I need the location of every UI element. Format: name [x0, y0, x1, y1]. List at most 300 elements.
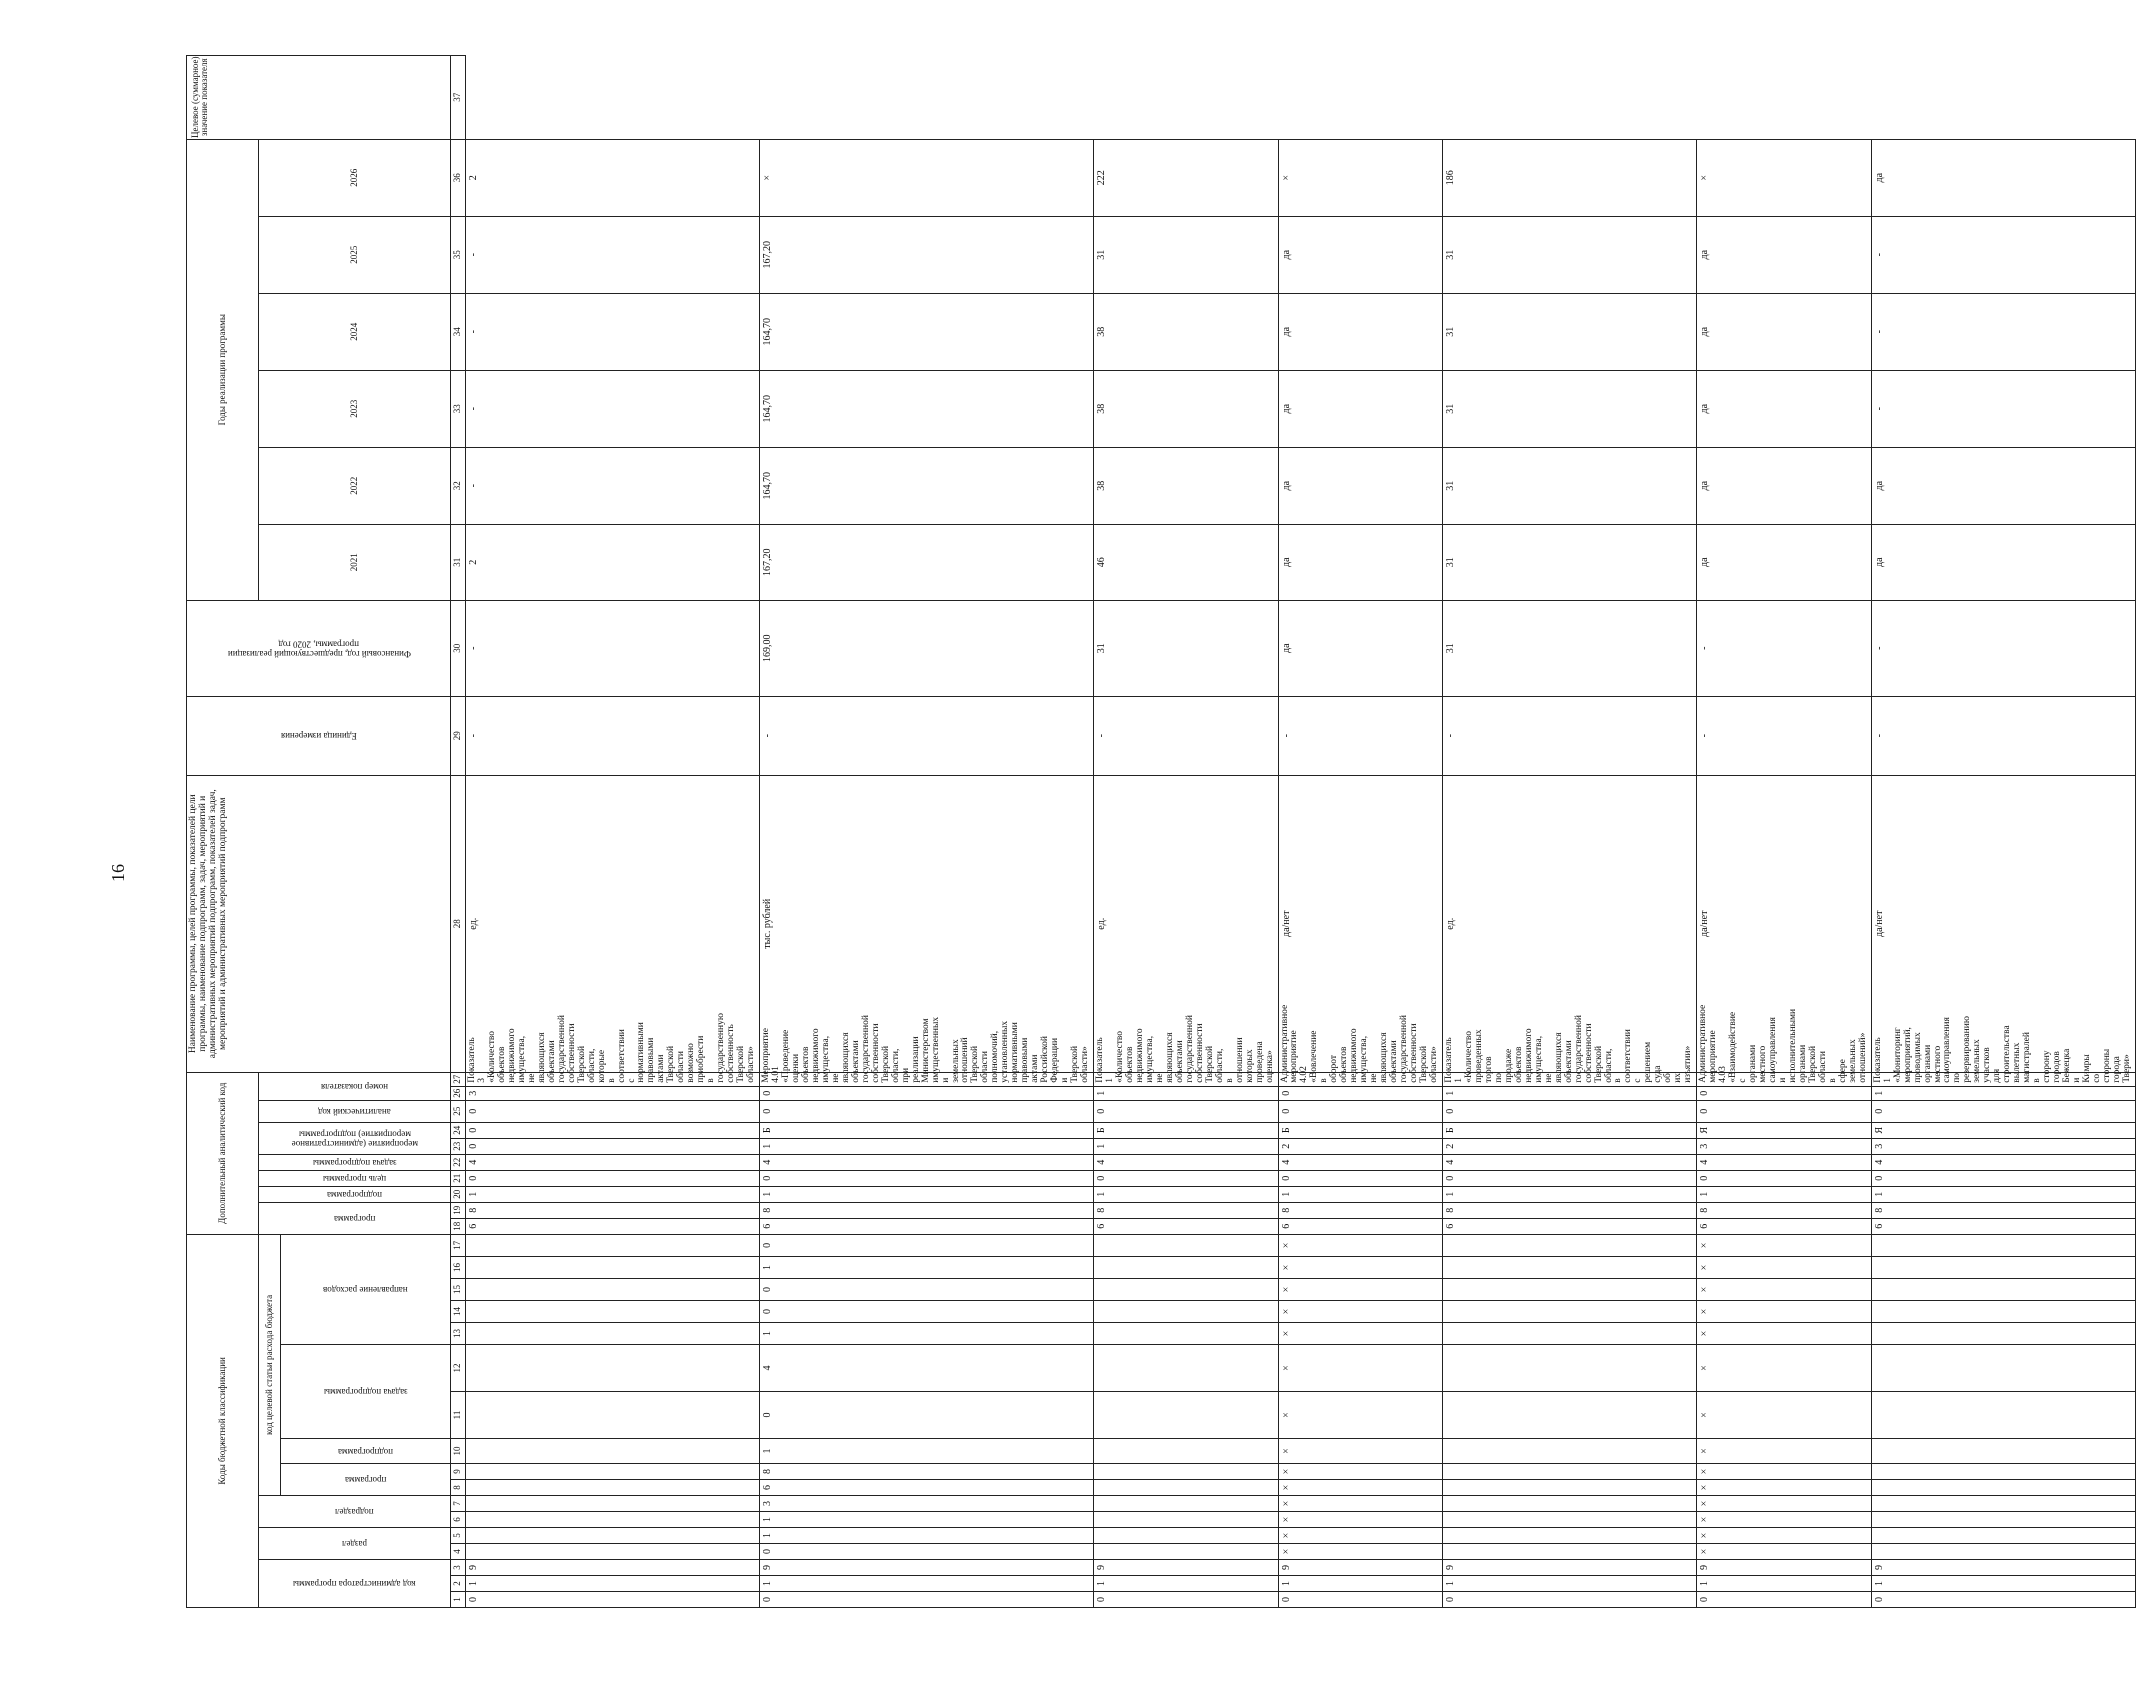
row-year-value: 167,20	[760, 524, 1094, 600]
code-cell: 6	[760, 1480, 1094, 1496]
code-cell: 0	[1871, 1592, 2135, 1608]
code-cell: 3	[1871, 1138, 2135, 1154]
code-cell: ×	[1697, 1323, 1871, 1345]
column-number: 37	[451, 55, 466, 139]
code-cell: ×	[1697, 1392, 1871, 1439]
header-kcs: код целевой статьи расхода бюджета	[259, 1234, 281, 1495]
code-cell: ×	[1278, 1464, 1443, 1480]
code-cell	[1871, 1279, 2135, 1301]
column-number: 29	[451, 696, 466, 775]
table-row	[466, 55, 760, 1607]
code-cell: 0	[1443, 1170, 1697, 1186]
code-cell	[1871, 1301, 2135, 1323]
code-cell	[1094, 1392, 1278, 1439]
code-cell: 0	[1697, 1170, 1871, 1186]
header-podrazdel: подраздел	[259, 1496, 451, 1528]
header-years-title: Годы реализации программы	[187, 139, 259, 600]
code-cell	[1094, 1496, 1278, 1512]
code-cell: ×	[1278, 1323, 1443, 1345]
row-year-value: да	[1697, 524, 1871, 600]
column-number: 28	[451, 775, 466, 1072]
code-cell: 8	[760, 1464, 1094, 1480]
code-cell: 6	[1697, 1218, 1871, 1234]
code-cell: 4	[1871, 1154, 2135, 1170]
row-description: Административное мероприятие 4.02 «Вовлечение в оборот объектов недвижимого имущества, не являющихся объектами государственной собственности Тверской области»	[1278, 1072, 1443, 1086]
row-year-value: -	[1871, 293, 2135, 370]
code-cell	[1443, 1512, 1697, 1528]
code-cell: 6	[1094, 1218, 1278, 1234]
code-cell: ×	[1697, 1528, 1871, 1544]
code-cell	[1094, 1257, 1278, 1279]
code-cell: ×	[1697, 1464, 1871, 1480]
code-cell: ×	[1697, 1439, 1871, 1464]
code-cell: 1	[1871, 1576, 2135, 1592]
code-cell	[466, 1544, 760, 1560]
code-cell: ×	[1697, 1279, 1871, 1301]
code-cell: Б	[1278, 1122, 1443, 1138]
code-cell: 6	[1278, 1218, 1443, 1234]
row-unit: ед.	[1094, 775, 1278, 1072]
column-number: 10	[451, 1439, 466, 1464]
row-description: Показатель 1 «Мониторинг мероприятий, проводимых органами местного самоуправления по резервированию земельных участков для строительства вылетных магистралей в сторону городов Бежецка и Кимры со стороны города Твери»	[1871, 1072, 2135, 1086]
code-cell: 6	[760, 1218, 1094, 1234]
row-description: Показатель 3 «Количество объектов недвижимого имущества, не являющихся объектами государственной собственности Тверской области, которые в соответствии с нормативными правовыми актами Тверской области возможно приобрести в государственную собственность Тверской области»	[466, 1072, 760, 1086]
header-admin-code: код администратора программы	[259, 1560, 451, 1608]
code-cell	[1094, 1301, 1278, 1323]
row-year-value: да	[1278, 293, 1443, 370]
code-cell: 1	[1094, 1086, 1278, 1100]
code-cell: 0	[466, 1138, 760, 1154]
code-cell: 9	[760, 1560, 1094, 1576]
header-year-2023: 2023	[259, 370, 451, 447]
code-cell: 0	[1278, 1592, 1443, 1608]
code-cell: 0	[1697, 1100, 1871, 1122]
row-fin-year-value: -	[1697, 696, 1871, 775]
code-cell: ×	[1278, 1544, 1443, 1560]
row-year-value: 31	[1443, 447, 1697, 524]
row-description: Мероприятие 4.01 «Проведение оценки объектов недвижимого имущества, не являющихся объектами государственной собственности Тверской области, при реализации Министерством имущественных и земельных отношений Тверской области полномочий, установленных нормативными правовыми актами Российской Федерации и Тверской области»	[760, 1072, 1094, 1086]
code-cell	[466, 1279, 760, 1301]
code-cell	[1871, 1257, 2135, 1279]
table-row	[1094, 55, 1278, 1607]
row-year-value: -	[466, 293, 760, 370]
column-number: 24	[451, 1122, 466, 1138]
code-cell: 0	[466, 1100, 760, 1122]
code-cell: 1	[760, 1439, 1094, 1464]
code-cell: 2	[1278, 1138, 1443, 1154]
row-fin-year-value: -	[1278, 696, 1443, 775]
header-a-analytic: аналитический код	[259, 1100, 451, 1122]
row-target-value: ×	[760, 139, 1094, 216]
code-cell	[1094, 1323, 1278, 1345]
code-cell: 0	[1094, 1170, 1278, 1186]
code-cell	[1094, 1234, 1278, 1256]
row-year-value: 31	[1443, 216, 1697, 293]
code-cell: ×	[1278, 1496, 1443, 1512]
code-cell: 8	[1094, 1202, 1278, 1218]
code-cell: ×	[1697, 1512, 1871, 1528]
code-cell	[1443, 1345, 1697, 1392]
code-cell	[1443, 1496, 1697, 1512]
row-year-value: -	[466, 216, 760, 293]
code-cell	[1443, 1528, 1697, 1544]
code-cell: Б	[1094, 1122, 1278, 1138]
code-cell	[1871, 1544, 2135, 1560]
code-cell: 0	[760, 1592, 1094, 1608]
header-podprogramma: подпрограмма	[281, 1439, 451, 1464]
code-cell	[1443, 1301, 1697, 1323]
code-cell	[1871, 1528, 2135, 1544]
code-cell: 0	[1871, 1170, 2135, 1186]
code-cell: Б	[1443, 1122, 1697, 1138]
row-target-value: 2	[466, 139, 760, 216]
code-cell: ×	[1278, 1234, 1443, 1256]
code-cell: 8	[1278, 1202, 1443, 1218]
header-programma: программа	[281, 1464, 451, 1496]
code-cell: 1	[1697, 1576, 1871, 1592]
code-cell: 0	[760, 1544, 1094, 1560]
rotated-table-container	[186, 56, 2132, 1608]
row-year-value: -	[1871, 370, 2135, 447]
header-a-programma: программа	[259, 1202, 451, 1234]
row-year-value: -	[1871, 600, 2135, 696]
column-number: 6	[451, 1512, 466, 1528]
code-cell: ×	[1697, 1301, 1871, 1323]
row-fin-year-value: -	[1094, 696, 1278, 775]
code-cell: 3	[1697, 1138, 1871, 1154]
code-cell: 1	[1697, 1186, 1871, 1202]
row-year-value: -	[1697, 600, 1871, 696]
row-fin-year-value: -	[1443, 696, 1697, 775]
row-target-value: 186	[1443, 139, 1697, 216]
row-year-value: да	[1697, 216, 1871, 293]
column-number: 26	[451, 1086, 466, 1100]
column-number: 30	[451, 600, 466, 696]
code-cell: 1	[1278, 1186, 1443, 1202]
code-cell	[1094, 1345, 1278, 1392]
code-cell: ×	[1697, 1496, 1871, 1512]
code-cell: 0	[1871, 1100, 2135, 1122]
code-cell: 6	[1443, 1218, 1697, 1234]
row-unit: ед.	[1443, 775, 1697, 1072]
code-cell: 4	[760, 1154, 1094, 1170]
code-cell: 0	[1278, 1100, 1443, 1122]
header-year-2021: 2021	[259, 524, 451, 600]
code-cell	[1443, 1439, 1697, 1464]
code-cell: 1	[466, 1576, 760, 1592]
code-cell: ×	[1278, 1257, 1443, 1279]
code-cell: ×	[1278, 1392, 1443, 1439]
code-cell: 1	[1443, 1086, 1697, 1100]
row-fin-year-value: -	[466, 696, 760, 775]
code-cell: ×	[1278, 1480, 1443, 1496]
column-number: 21	[451, 1170, 466, 1186]
column-number: 25	[451, 1100, 466, 1122]
column-number: 36	[451, 139, 466, 216]
code-cell: 1	[760, 1576, 1094, 1592]
header-name: Наименование программы, целей программы, показателей цели программы, наименование подпрограмм, задач, мероприятий и административных мероприятий подпрограмм, показателей задач, мероприятий и административных мероприятий подпрограмм	[187, 775, 451, 1072]
column-number: 15	[451, 1279, 466, 1301]
column-number: 31	[451, 524, 466, 600]
code-cell: 1	[760, 1528, 1094, 1544]
table-row	[1871, 55, 2135, 1607]
code-cell	[1443, 1279, 1697, 1301]
column-number: 17	[451, 1234, 466, 1256]
code-cell: 0	[760, 1086, 1094, 1100]
header-year-2024: 2024	[259, 293, 451, 370]
row-year-value: 164,70	[760, 370, 1094, 447]
row-year-value: да	[1697, 370, 1871, 447]
header-a-cel: цель программы	[259, 1170, 451, 1186]
code-cell: ×	[1278, 1279, 1443, 1301]
row-year-value: 31	[1443, 293, 1697, 370]
code-cell: 8	[1443, 1202, 1697, 1218]
code-cell	[1443, 1464, 1697, 1480]
row-year-value: 2	[466, 524, 760, 600]
column-number: 35	[451, 216, 466, 293]
code-cell	[1871, 1392, 2135, 1439]
column-number: 22	[451, 1154, 466, 1170]
code-cell	[1443, 1544, 1697, 1560]
code-cell: 4	[1697, 1154, 1871, 1170]
code-cell: 9	[1871, 1560, 2135, 1576]
column-number: 11	[451, 1392, 466, 1439]
row-description: Административное мероприятие 4.03 «Взаимодействие с органами местного самоуправления и исполнительными органами Тверской области в сфере земельных отношений»	[1697, 1072, 1871, 1086]
code-cell: ×	[1278, 1345, 1443, 1392]
code-cell	[1871, 1439, 2135, 1464]
code-cell: 0	[466, 1170, 760, 1186]
code-cell: 2	[1443, 1138, 1697, 1154]
row-year-value: да	[1278, 370, 1443, 447]
header-razdel: раздел	[259, 1528, 451, 1560]
code-cell: 1	[1094, 1138, 1278, 1154]
code-cell: ×	[1278, 1301, 1443, 1323]
code-cell	[1871, 1496, 2135, 1512]
code-cell: 4	[760, 1345, 1094, 1392]
header-fin-year: Финансовый год, предшествующий реализации программы, 2020 год	[187, 600, 451, 696]
column-number: 4	[451, 1544, 466, 1560]
row-year-value: 167,20	[760, 216, 1094, 293]
row-year-value: 31	[1094, 600, 1278, 696]
row-year-value: -	[466, 370, 760, 447]
code-cell	[1094, 1480, 1278, 1496]
row-unit: да/нет	[1278, 775, 1443, 1072]
code-cell	[466, 1257, 760, 1279]
code-cell: Я	[1697, 1122, 1871, 1138]
header-year-2026: 2026	[259, 139, 451, 216]
column-numbers-row	[451, 55, 466, 1607]
code-cell: 0	[760, 1100, 1094, 1122]
row-year-value: да	[1697, 293, 1871, 370]
code-cell: ×	[1697, 1345, 1871, 1392]
code-cell	[1094, 1439, 1278, 1464]
code-cell: 1	[760, 1186, 1094, 1202]
header-a-podprogramma: подпрограмма	[259, 1186, 451, 1202]
code-cell	[1094, 1512, 1278, 1528]
column-number: 1	[451, 1592, 466, 1608]
row-year-value: 31	[1443, 600, 1697, 696]
row-year-value: 38	[1094, 293, 1278, 370]
row-year-value: да	[1278, 600, 1443, 696]
code-cell: 0	[466, 1592, 760, 1608]
code-cell: 0	[760, 1392, 1094, 1439]
code-cell: 1	[760, 1512, 1094, 1528]
table-row	[1443, 55, 1697, 1607]
row-target-value: ×	[1697, 139, 1871, 216]
header-unit: Единица измерения	[187, 696, 451, 775]
code-cell: 4	[466, 1154, 760, 1170]
column-number: 7	[451, 1496, 466, 1512]
code-cell	[1871, 1480, 2135, 1496]
header-a-meropriyatie: мероприятие (административное мероприятие) подпрограммы	[259, 1122, 451, 1154]
code-cell: 1	[760, 1138, 1094, 1154]
row-year-value: 31	[1443, 370, 1697, 447]
code-cell: 4	[1094, 1154, 1278, 1170]
row-unit: да/нет	[1697, 775, 1871, 1072]
row-description: Показатель 1 «Количество проведенных торгов по продаже объектов недвижимого имущества, не являющихся объектами государственной собственности Тверской области, в соответствии с решением суда об их изъятии»	[1443, 1072, 1697, 1086]
column-number: 34	[451, 293, 466, 370]
row-target-value: да	[1871, 139, 2135, 216]
header-year-2025: 2025	[259, 216, 451, 293]
code-cell	[1871, 1345, 2135, 1392]
column-number: 13	[451, 1323, 466, 1345]
row-year-value: 31	[1094, 216, 1278, 293]
table-row	[1697, 55, 1871, 1607]
column-number: 19	[451, 1202, 466, 1218]
code-cell: 1	[1871, 1086, 2135, 1100]
row-year-value: -	[466, 600, 760, 696]
header-analytic-code: Дополнительный аналитический код	[187, 1072, 259, 1234]
column-number: 12	[451, 1345, 466, 1392]
code-cell: 9	[1443, 1560, 1697, 1576]
code-cell	[1094, 1464, 1278, 1480]
table-row	[1278, 55, 1443, 1607]
code-cell: ×	[1697, 1257, 1871, 1279]
row-year-value: 38	[1094, 370, 1278, 447]
column-number: 23	[451, 1138, 466, 1154]
code-cell	[466, 1496, 760, 1512]
table-row	[760, 55, 1094, 1607]
column-number: 32	[451, 447, 466, 524]
code-cell: 9	[1697, 1560, 1871, 1576]
row-year-value: 46	[1094, 524, 1278, 600]
code-cell: 3	[760, 1496, 1094, 1512]
code-cell: ×	[1278, 1512, 1443, 1528]
code-cell: 4	[1443, 1154, 1697, 1170]
header-year-2022: 2022	[259, 447, 451, 524]
code-cell: 0	[1094, 1100, 1278, 1122]
column-number: 14	[451, 1301, 466, 1323]
page-number: 16	[108, 864, 128, 882]
code-cell: 4	[1278, 1154, 1443, 1170]
column-number: 5	[451, 1528, 466, 1544]
code-cell: 9	[1278, 1560, 1443, 1576]
row-year-value: 164,70	[760, 293, 1094, 370]
code-cell	[1443, 1234, 1697, 1256]
row-year-value: да	[1871, 524, 2135, 600]
code-cell	[466, 1528, 760, 1544]
row-fin-year-value: -	[760, 696, 1094, 775]
code-cell	[1443, 1323, 1697, 1345]
row-year-value: да	[1278, 447, 1443, 524]
code-cell: 0	[1278, 1086, 1443, 1100]
header-a-zadacha: задача подпрограммы	[259, 1154, 451, 1170]
column-number: 2	[451, 1576, 466, 1592]
row-year-value: 38	[1094, 447, 1278, 524]
code-cell: 0	[466, 1122, 760, 1138]
code-cell: 1	[1871, 1186, 2135, 1202]
code-cell	[466, 1439, 760, 1464]
code-cell: 1	[1278, 1576, 1443, 1592]
code-cell: 1	[466, 1186, 760, 1202]
header-a-nomer: номер показателя	[259, 1072, 451, 1100]
row-unit: да/нет	[1871, 775, 2135, 1072]
code-cell: 0	[1443, 1100, 1697, 1122]
header-target: Целевое (суммарное) значение показателя	[187, 55, 451, 139]
column-number: 33	[451, 370, 466, 447]
code-cell: 1	[760, 1257, 1094, 1279]
code-cell: 1	[1094, 1576, 1278, 1592]
code-cell: ×	[1278, 1528, 1443, 1544]
code-cell: 1	[760, 1323, 1094, 1345]
code-cell	[1443, 1257, 1697, 1279]
code-cell: 0	[1094, 1592, 1278, 1608]
code-cell	[1871, 1512, 2135, 1528]
code-cell: 3	[466, 1086, 760, 1100]
code-cell	[466, 1234, 760, 1256]
code-cell: ×	[1278, 1439, 1443, 1464]
code-cell: Б	[760, 1122, 1094, 1138]
code-cell	[1871, 1464, 2135, 1480]
code-cell: 0	[760, 1234, 1094, 1256]
row-year-value: -	[466, 447, 760, 524]
code-cell	[466, 1345, 760, 1392]
row-target-value: 222	[1094, 139, 1278, 216]
code-cell	[1443, 1480, 1697, 1496]
table-body	[466, 55, 2136, 1607]
column-number: 3	[451, 1560, 466, 1576]
code-cell	[1094, 1528, 1278, 1544]
code-cell: ×	[1697, 1544, 1871, 1560]
header-napravlenie: направление расходов	[281, 1234, 451, 1344]
code-cell: 0	[760, 1279, 1094, 1301]
column-number: 27	[451, 1072, 466, 1086]
code-cell: 9	[466, 1560, 760, 1576]
code-cell	[466, 1301, 760, 1323]
code-cell: 0	[1443, 1592, 1697, 1608]
code-cell: 0	[1697, 1086, 1871, 1100]
code-cell: 9	[1094, 1560, 1278, 1576]
code-cell: ×	[1697, 1480, 1871, 1496]
column-number: 8	[451, 1480, 466, 1496]
row-unit: тыс. рублей	[760, 775, 1094, 1072]
code-cell	[1443, 1392, 1697, 1439]
program-indicators-table	[186, 55, 2136, 1608]
code-cell: 8	[466, 1202, 760, 1218]
code-cell: 1	[1443, 1186, 1697, 1202]
code-cell	[1871, 1323, 2135, 1345]
code-cell: 8	[1697, 1202, 1871, 1218]
header-budget-codes: Коды бюджетной классификации	[187, 1234, 259, 1607]
code-cell	[466, 1512, 760, 1528]
column-number: 9	[451, 1464, 466, 1480]
code-cell: 8	[760, 1202, 1094, 1218]
code-cell	[466, 1323, 760, 1345]
code-cell: 0	[760, 1301, 1094, 1323]
code-cell: 1	[1443, 1576, 1697, 1592]
code-cell: 0	[1697, 1592, 1871, 1608]
code-cell: 6	[466, 1218, 760, 1234]
